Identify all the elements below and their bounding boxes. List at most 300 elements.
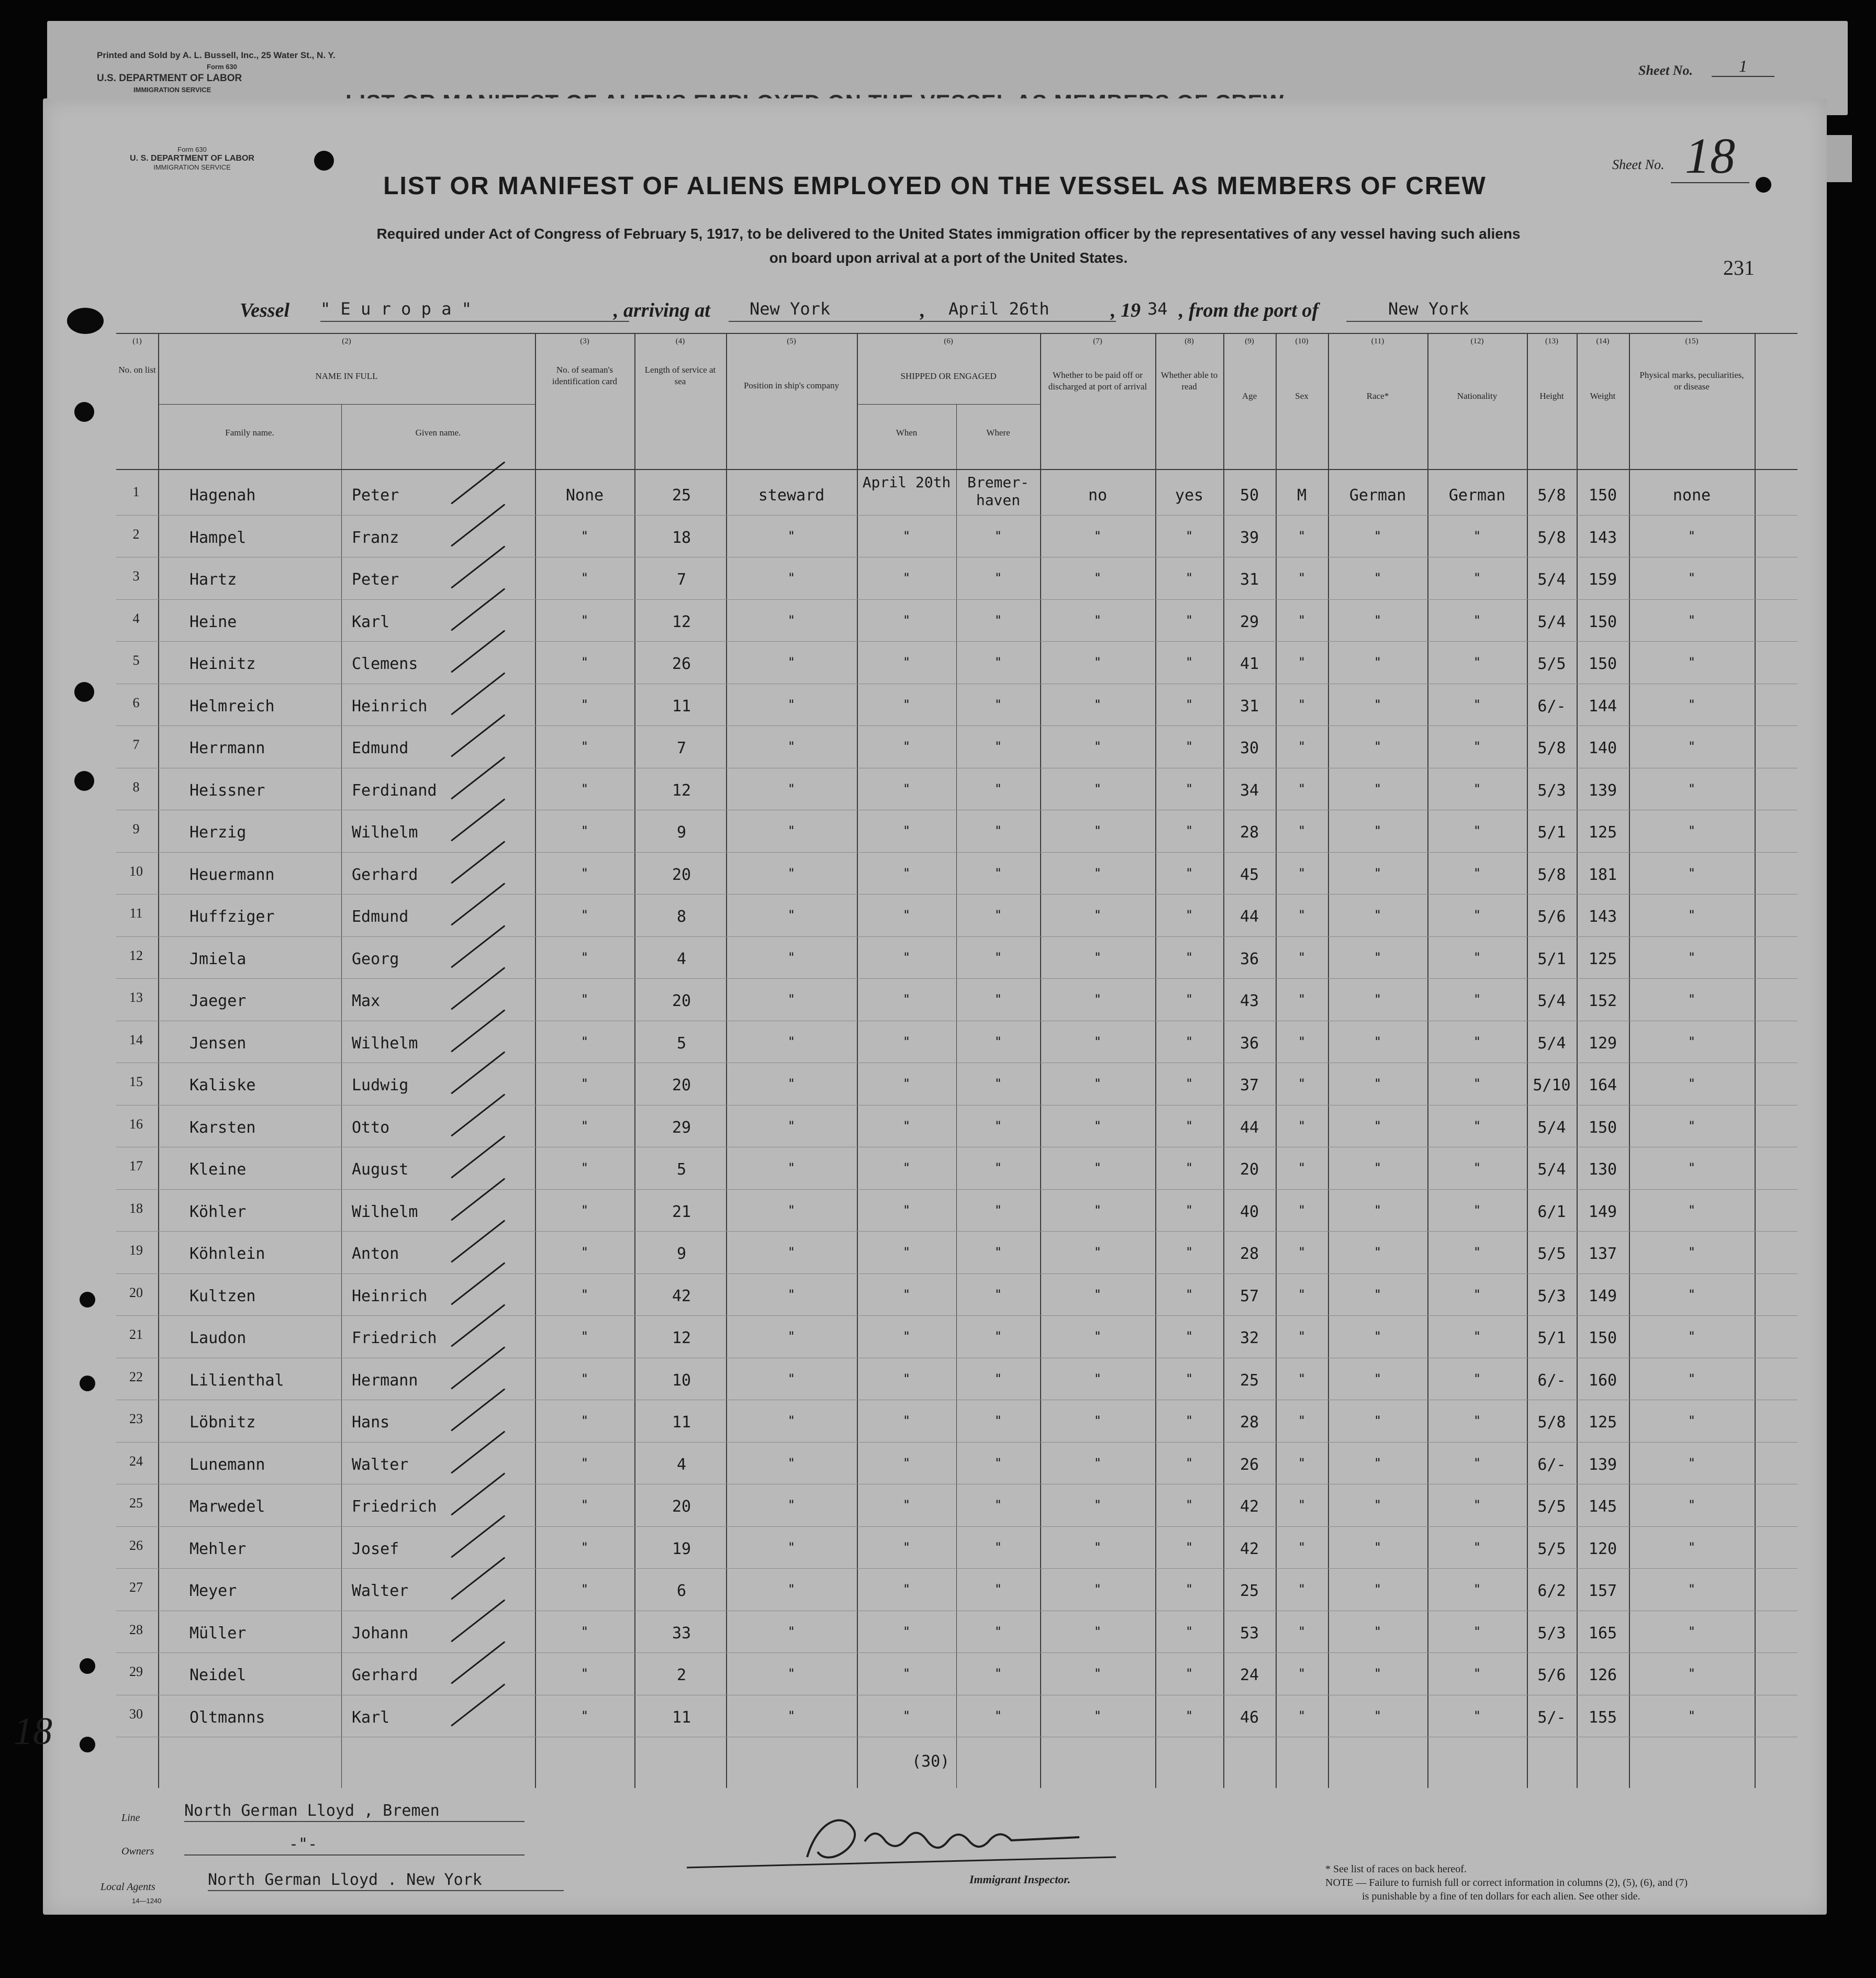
position-cell: "	[787, 1202, 796, 1217]
seaman-id-cell: "	[580, 1666, 589, 1681]
able-to-read-cell: "	[1185, 865, 1193, 880]
height-cell: 5/4	[1537, 612, 1566, 631]
shipped-where-cell: "	[994, 781, 1002, 796]
shipped-when-cell: "	[902, 1708, 911, 1723]
nationality-cell: "	[1473, 1329, 1481, 1344]
race-cell: "	[1374, 655, 1382, 669]
position-cell: "	[787, 865, 796, 880]
owners-label: Owners	[121, 1846, 154, 1857]
line-label: Line	[121, 1812, 140, 1824]
table-row	[116, 641, 1797, 642]
race-cell: "	[1374, 1287, 1382, 1302]
physical-marks-cell: "	[1688, 1202, 1696, 1217]
nationality-cell: "	[1473, 528, 1481, 543]
paid-off-cell: "	[1093, 1498, 1102, 1512]
age-cell: 25	[1240, 1371, 1259, 1390]
column-divider	[1328, 333, 1329, 1788]
weight-cell: 150	[1588, 655, 1617, 673]
sex-cell: "	[1298, 949, 1306, 965]
seaman-id-cell: "	[580, 1498, 589, 1512]
age-cell: 26	[1240, 1455, 1259, 1474]
family-name-cell: Kleine	[189, 1160, 247, 1179]
given-name-cell: Otto	[352, 1118, 390, 1137]
check-mark	[451, 545, 505, 588]
column-divider	[956, 404, 957, 1788]
length-of-service-cell: 11	[672, 697, 691, 716]
shipped-when-cell: "	[902, 823, 911, 838]
nationality-cell: "	[1473, 865, 1481, 880]
able-to-read-cell: "	[1185, 1582, 1193, 1596]
family-name-cell: Kultzen	[189, 1287, 256, 1305]
weight-cell: 152	[1588, 992, 1617, 1010]
given-name-cell: Peter	[352, 571, 399, 589]
weight-cell: 139	[1588, 1455, 1617, 1474]
able-to-read-cell: "	[1185, 612, 1193, 628]
paid-off-cell: "	[1093, 1708, 1102, 1723]
age-cell: 20	[1240, 1160, 1259, 1179]
weight-cell: 125	[1588, 949, 1617, 968]
paid-off-cell: "	[1093, 1624, 1102, 1639]
table-row	[116, 515, 1797, 516]
manifest-footer	[43, 1794, 1827, 1909]
paid-off-cell: "	[1093, 528, 1102, 543]
length-of-service-cell: 26	[672, 655, 691, 673]
seaman-id-cell: "	[580, 571, 589, 585]
able-to-read-cell: "	[1185, 949, 1193, 965]
family-name-cell: Kaliske	[189, 1076, 256, 1094]
length-of-service-cell: 33	[672, 1624, 691, 1642]
family-name-cell: Neidel	[189, 1666, 247, 1684]
height-cell: 5/4	[1537, 1160, 1566, 1179]
family-name-cell: Herrmann	[189, 739, 265, 757]
row-number: 8	[132, 779, 140, 795]
weight-cell: 159	[1588, 571, 1617, 589]
able-to-read-cell: "	[1185, 1413, 1193, 1428]
check-mark	[451, 1051, 505, 1094]
length-of-service-cell: 12	[672, 781, 691, 800]
able-to-read-cell: "	[1185, 655, 1193, 669]
shipped-when-cell: "	[902, 739, 911, 754]
length-of-service-cell: 20	[672, 1076, 691, 1094]
sex-cell: "	[1298, 1202, 1306, 1217]
length-of-service-cell: 8	[676, 908, 687, 926]
length-of-service-cell: 12	[672, 1329, 691, 1347]
shipped-where-cell: "	[994, 528, 1002, 543]
able-to-read-cell: "	[1185, 781, 1193, 796]
shipped-where-cell: "	[994, 655, 1002, 669]
weight-cell: 130	[1588, 1160, 1617, 1179]
able-to-read-cell: "	[1185, 528, 1193, 543]
sex-cell: "	[1298, 1076, 1306, 1091]
binder-hole	[74, 771, 94, 791]
length-of-service-cell: 5	[676, 1034, 687, 1053]
given-name-cell: Josef	[352, 1539, 399, 1558]
check-mark	[451, 1641, 505, 1684]
position-cell: "	[787, 781, 796, 796]
age-cell: 44	[1240, 1118, 1259, 1137]
family-name-cell: Marwedel	[189, 1498, 265, 1516]
nationality-cell: "	[1473, 823, 1481, 838]
weight-cell: 125	[1588, 1413, 1617, 1432]
seaman-id-cell: "	[580, 1582, 589, 1596]
height-cell: 6/-	[1537, 1455, 1566, 1474]
able-to-read-cell: "	[1185, 697, 1193, 712]
row-number: 13	[129, 990, 143, 1005]
check-mark	[451, 1135, 505, 1178]
subtitle-line-1: Required under Act of Congress of February 5, 1917, to be delivered to the United States immigration officer by the representatives of any vessel having such aliens	[376, 226, 1521, 242]
age-cell: 40	[1240, 1202, 1259, 1221]
sex-cell: "	[1298, 1498, 1306, 1512]
physical-marks-cell: "	[1688, 1371, 1696, 1386]
shipped-where-cell: "	[994, 1329, 1002, 1344]
nationality-cell: "	[1473, 655, 1481, 669]
physical-marks-cell: "	[1688, 1624, 1696, 1639]
family-name-cell: Hampel	[189, 528, 247, 547]
physical-marks-cell: "	[1688, 655, 1696, 669]
seaman-id-cell: "	[580, 1287, 589, 1302]
table-row	[116, 599, 1797, 600]
race-cell: "	[1374, 865, 1382, 880]
physical-marks-cell: "	[1688, 571, 1696, 585]
column-divider	[1040, 333, 1041, 1788]
physical-marks-cell: "	[1688, 1539, 1696, 1555]
row-number: 16	[129, 1116, 143, 1132]
position-cell: "	[787, 1160, 796, 1175]
column-divider	[341, 404, 342, 1788]
row-number: 1	[132, 484, 140, 499]
shipped-where-cell: "	[994, 1539, 1002, 1555]
seaman-id-cell: "	[580, 781, 589, 796]
check-mark	[451, 925, 505, 968]
weight-cell: 145	[1588, 1498, 1617, 1516]
table-row	[116, 1189, 1797, 1190]
sheet-tab	[1827, 135, 1852, 182]
position-cell: "	[787, 1498, 796, 1512]
given-name-cell: Heinrich	[352, 1287, 428, 1305]
seaman-id-cell: "	[580, 697, 589, 712]
family-name-cell: Huffziger	[189, 908, 275, 926]
row-number: 30	[129, 1706, 143, 1722]
physical-marks-cell: "	[1688, 1118, 1696, 1133]
length-of-service-cell: 20	[672, 992, 691, 1010]
race-cell: "	[1374, 949, 1382, 965]
length-of-service-cell: 11	[672, 1413, 691, 1432]
check-mark	[451, 841, 505, 884]
given-name-cell: Max	[352, 992, 381, 1010]
nationality-cell: "	[1473, 1371, 1481, 1386]
paid-off-cell: "	[1093, 655, 1102, 669]
paid-off-cell: "	[1093, 1118, 1102, 1133]
physical-marks-cell: "	[1688, 528, 1696, 543]
row-number: 23	[129, 1411, 143, 1426]
row-number: 14	[129, 1032, 143, 1047]
shipped-where-cell: "	[994, 697, 1002, 712]
weight-cell: 120	[1588, 1539, 1617, 1558]
position-cell: "	[787, 1287, 796, 1302]
position-cell: "	[787, 1245, 796, 1259]
race-cell: "	[1374, 1666, 1382, 1681]
shipped-when-cell: "	[902, 697, 911, 712]
underlying-sheet-label: Sheet No.	[1638, 63, 1693, 78]
nationality-cell: German	[1448, 486, 1506, 505]
check-mark	[451, 1346, 505, 1389]
able-to-read-cell: "	[1185, 992, 1193, 1007]
physical-marks-cell: "	[1688, 1666, 1696, 1681]
shipped-where-cell: "	[994, 865, 1002, 880]
height-cell: 5/5	[1537, 1498, 1566, 1516]
physical-marks-cell: "	[1688, 1708, 1696, 1723]
able-to-read-cell: "	[1185, 1160, 1193, 1175]
col-number-8: (8)	[1185, 337, 1194, 345]
family-name-cell: Jaeger	[189, 992, 247, 1010]
shipped-when-cell: "	[902, 1034, 911, 1049]
vessel-label: Vessel	[240, 299, 289, 321]
weight-cell: 160	[1588, 1371, 1617, 1390]
physical-marks-cell: "	[1688, 949, 1696, 965]
family-name-cell: Oltmanns	[189, 1708, 265, 1727]
department-label: U. S. DEPARTMENT OF LABOR	[130, 154, 254, 163]
able-to-read-cell: "	[1185, 1498, 1193, 1512]
shipped-when-cell: "	[902, 1160, 911, 1175]
check-mark	[451, 1388, 505, 1431]
height-cell: 5/3	[1537, 781, 1566, 800]
col-number-9: (9)	[1245, 337, 1254, 345]
family-name-cell: Heuermann	[189, 865, 275, 884]
weight-cell: 149	[1588, 1202, 1617, 1221]
shipped-where-cell: "	[994, 739, 1002, 754]
paid-off-cell: "	[1093, 1245, 1102, 1259]
shipped-where-cell: "	[994, 1160, 1002, 1175]
length-of-service-cell: 12	[672, 612, 691, 631]
nationality-cell: "	[1473, 1582, 1481, 1596]
sex-cell: M	[1297, 486, 1307, 505]
form-number: Form 630	[177, 146, 207, 153]
shipped-where-cell: "	[994, 1455, 1002, 1470]
family-name-cell: Meyer	[189, 1582, 237, 1600]
race-cell: "	[1374, 1413, 1382, 1428]
able-to-read-cell: "	[1185, 1539, 1193, 1555]
height-cell: 5/6	[1537, 908, 1566, 926]
shipped-when-cell: "	[902, 992, 911, 1007]
height-cell: 5/8	[1537, 486, 1566, 505]
row-number: 26	[129, 1537, 143, 1553]
able-to-read-cell: "	[1185, 1118, 1193, 1133]
paid-off-cell: "	[1093, 823, 1102, 838]
race-cell: "	[1374, 992, 1382, 1007]
sex-cell: "	[1298, 1118, 1306, 1133]
column-divider	[857, 333, 858, 1788]
seaman-id-cell: "	[580, 992, 589, 1007]
given-name-cell: Georg	[352, 949, 399, 968]
crew-table	[116, 333, 1797, 1788]
length-of-service-cell: 20	[672, 1498, 691, 1516]
family-name-cell: Karsten	[189, 1118, 256, 1137]
header-when: When	[896, 428, 918, 438]
header-age: Age	[1242, 391, 1257, 401]
length-of-service-cell: 7	[676, 739, 687, 757]
able-to-read-cell: "	[1185, 571, 1193, 585]
length-of-service-cell: 25	[672, 486, 691, 505]
able-to-read-cell: "	[1185, 739, 1193, 754]
shipped-when-cell: "	[902, 781, 911, 796]
given-name-cell: Friedrich	[352, 1498, 437, 1516]
nationality-cell: "	[1473, 1455, 1481, 1470]
shipped-when-cell: "	[902, 1666, 911, 1681]
check-mark	[451, 1683, 505, 1726]
family-name-cell: Jensen	[189, 1034, 247, 1053]
paid-off-cell: "	[1093, 908, 1102, 922]
family-name-cell: Hagenah	[189, 486, 256, 505]
able-to-read-cell: "	[1185, 823, 1193, 838]
row-number: 7	[132, 737, 140, 752]
physical-marks-cell: "	[1688, 1076, 1696, 1091]
weight-cell: 139	[1588, 781, 1617, 800]
weight-cell: 150	[1588, 612, 1617, 631]
shipped-when-cell: "	[902, 1539, 911, 1555]
seaman-id-cell: "	[580, 612, 589, 628]
seaman-id-cell: "	[580, 823, 589, 838]
arriving-label: , arriving at	[613, 299, 710, 321]
given-name-cell: Hans	[352, 1413, 390, 1432]
shipped-when-cell: "	[902, 655, 911, 669]
shipped-when-cell: "	[902, 1624, 911, 1639]
weight-cell: 125	[1588, 823, 1617, 842]
paid-off-cell: "	[1093, 1413, 1102, 1428]
length-of-service-cell: 5	[676, 1160, 687, 1179]
col-number-12: (12)	[1470, 337, 1484, 345]
weight-cell: 165	[1588, 1624, 1617, 1642]
sex-cell: "	[1298, 1708, 1306, 1723]
binder-hole	[80, 1737, 95, 1752]
nationality-cell: "	[1473, 1245, 1481, 1259]
family-name-cell: Köhnlein	[189, 1245, 265, 1263]
column-divider	[1527, 333, 1528, 1788]
position-cell: "	[787, 823, 796, 838]
footer-notes	[1299, 1862, 1770, 1903]
shipped-where-cell: "	[994, 1498, 1002, 1512]
col-number-4: (4)	[675, 337, 685, 345]
underlying-sheet-number: 1	[1712, 57, 1774, 77]
seaman-id-cell: "	[580, 908, 589, 922]
sex-cell: "	[1298, 612, 1306, 628]
given-name-cell: Ludwig	[352, 1076, 409, 1094]
family-name-cell: Mehler	[189, 1539, 247, 1558]
col-number-6: (6)	[944, 337, 953, 345]
sex-cell: "	[1298, 1539, 1306, 1555]
col-number-10: (10)	[1295, 337, 1309, 345]
age-cell: 28	[1240, 1413, 1259, 1432]
age-cell: 29	[1240, 612, 1259, 631]
seaman-id-cell: None	[565, 486, 604, 505]
weight-cell: 143	[1588, 528, 1617, 547]
length-of-service-cell: 7	[676, 571, 687, 589]
position-cell: "	[787, 1034, 796, 1049]
able-to-read-cell: "	[1185, 1202, 1193, 1217]
shipped-where-cell: "	[994, 1202, 1002, 1217]
age-cell: 57	[1240, 1287, 1259, 1305]
race-cell: "	[1374, 1624, 1382, 1639]
table-row	[116, 1526, 1797, 1527]
position-cell: "	[787, 1582, 796, 1596]
paid-off-cell: "	[1093, 612, 1102, 628]
sex-cell: "	[1298, 1371, 1306, 1386]
paid-off-cell: "	[1093, 865, 1102, 880]
from-port-label: , from the port of	[1179, 299, 1319, 321]
sheet-number-label: Sheet No.	[1612, 157, 1665, 172]
physical-marks-cell: "	[1688, 1034, 1696, 1049]
sex-cell: "	[1298, 1245, 1306, 1259]
table-row	[116, 978, 1797, 979]
height-cell: 5/4	[1537, 1118, 1566, 1137]
race-cell: "	[1374, 697, 1382, 712]
height-cell: 5/5	[1537, 655, 1566, 673]
height-cell: 5/3	[1537, 1287, 1566, 1305]
arrival-date: April 26th	[933, 299, 1116, 322]
immigrant-inspector-label: Immigrant Inspector.	[969, 1873, 1071, 1886]
race-cell: "	[1374, 1539, 1382, 1555]
row-number: 18	[129, 1200, 143, 1216]
shipped-where-cell: "	[994, 908, 1002, 922]
given-name-cell: Peter	[352, 486, 399, 505]
seaman-id-cell: "	[580, 1076, 589, 1091]
row-number: 3	[132, 568, 140, 584]
weight-cell: 129	[1588, 1034, 1617, 1053]
length-of-service-cell: 42	[672, 1287, 691, 1305]
seaman-id-cell: "	[580, 1202, 589, 1217]
physical-marks-cell: "	[1688, 612, 1696, 628]
seaman-id-cell: "	[580, 1160, 589, 1175]
length-of-service-cell: 9	[676, 823, 687, 842]
physical-marks-cell: none	[1672, 486, 1711, 505]
shipped-when-cell: "	[902, 1118, 911, 1133]
seaman-id-cell: "	[580, 739, 589, 754]
row-number: 9	[132, 821, 140, 836]
physical-marks-cell: "	[1688, 992, 1696, 1007]
age-cell: 36	[1240, 949, 1259, 968]
family-name-cell: Heissner	[189, 781, 265, 800]
nationality-cell: "	[1473, 908, 1481, 922]
table-row	[116, 1568, 1797, 1569]
shipped-when-cell: "	[902, 612, 911, 628]
paid-off-cell: "	[1093, 949, 1102, 965]
length-of-service-cell: 6	[676, 1582, 687, 1600]
paid-off-cell: "	[1093, 1329, 1102, 1344]
sex-cell: "	[1298, 1455, 1306, 1470]
length-of-service-cell: 29	[672, 1118, 691, 1137]
column-divider	[1223, 333, 1224, 1788]
paid-off-cell: "	[1093, 1160, 1102, 1175]
sex-cell: "	[1298, 992, 1306, 1007]
races-note: * See list of races on back hereof.	[1325, 1863, 1467, 1875]
family-name-cell: Hartz	[189, 571, 237, 589]
row-number: 17	[129, 1158, 143, 1174]
page-title: LIST OR MANIFEST OF ALIENS EMPLOYED ON THE VESSEL AS MEMBERS OF CREW	[383, 172, 1487, 200]
nationality-cell: "	[1473, 992, 1481, 1007]
column-divider	[1427, 333, 1428, 1788]
given-name-cell: Wilhelm	[352, 1034, 418, 1053]
shipped-where-cell: "	[994, 1371, 1002, 1386]
nationality-cell: "	[1473, 1160, 1481, 1175]
nationality-cell: "	[1473, 739, 1481, 754]
nationality-cell: "	[1473, 781, 1481, 796]
header-where: Where	[986, 428, 1010, 438]
sex-cell: "	[1298, 823, 1306, 838]
shipped-when-cell: "	[902, 1413, 911, 1428]
paid-off-cell: no	[1088, 486, 1108, 505]
age-cell: 31	[1240, 697, 1259, 716]
given-name-cell: Walter	[352, 1455, 409, 1474]
binder-hole	[80, 1658, 95, 1674]
